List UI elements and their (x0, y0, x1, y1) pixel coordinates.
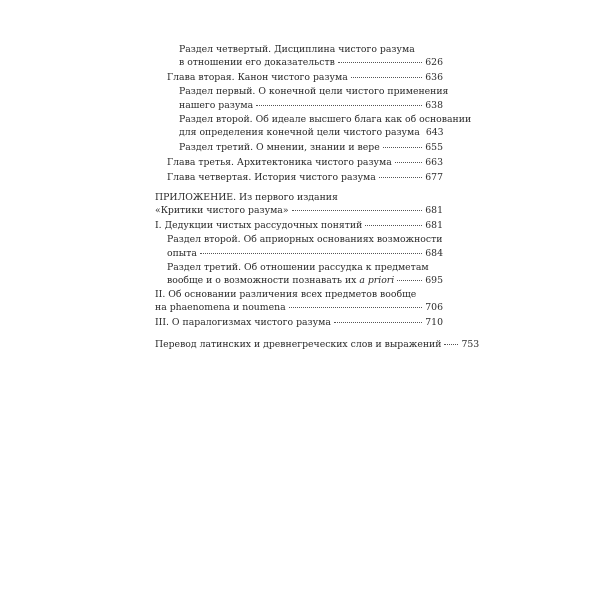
toc-entry-text: вообще и о возможности познавать их a priori (167, 275, 395, 286)
toc-entry-text: ПРИЛОЖЕНИЕ. Из первого издания (155, 192, 338, 204)
toc-entry-text: Раздел второй. Об идеале высшего блага как об основании (179, 113, 472, 125)
leader-dots (379, 169, 422, 178)
toc-entry-text: Раздел второй. Об априорных основаниях возможности (167, 234, 443, 246)
toc-entry (155, 113, 472, 140)
toc-entry-text: Глава третья. Архитектоника чистого разума (167, 156, 392, 168)
toc-entry (155, 171, 443, 184)
page-number: 753 (461, 338, 480, 350)
leader-dots (200, 245, 422, 254)
toc-entry-text: Перевод латинских и древнегреческих слов и выражений (155, 338, 442, 350)
leader-dots (256, 97, 422, 106)
page-number: 643 (425, 126, 444, 138)
page-number: 695 (425, 275, 443, 286)
toc-entry-text: III. О паралогизмах чистого разума (155, 317, 331, 329)
toc-entry-text: нашего разума (179, 99, 254, 111)
leader-dots (395, 154, 422, 163)
toc-entry (155, 86, 449, 112)
toc-entry (155, 289, 443, 315)
toc-entry-text: на phaenomena и noumena (155, 302, 286, 314)
toc-entry-text: для определения конечной цели чистого разума (179, 126, 420, 138)
toc-entry (155, 316, 443, 329)
toc-entry-text: Раздел четвертый. Дисциплина чистого разума (179, 44, 415, 55)
toc-entry-text: Раздел третий. Об отношении рассудка к предметам (167, 261, 429, 273)
toc-entry (155, 44, 443, 70)
toc-entry-text: «Критики чистого разума» (155, 205, 289, 217)
toc-entry (155, 234, 443, 260)
toc-entry (155, 141, 443, 154)
page-number: 663 (425, 156, 443, 168)
page-number: 681 (425, 205, 443, 217)
toc-entry-text: II. Об основании различения всех предметов вообще (155, 288, 417, 300)
toc-entry (155, 262, 443, 288)
leader-dots (334, 314, 422, 323)
page-number: 638 (425, 99, 443, 111)
toc-entry-text: Глава вторая. Канон чистого разума (167, 72, 348, 84)
toc-entry-text: Раздел третий. О мнении, знании и вере (179, 141, 380, 153)
leader-dots (351, 69, 422, 78)
leader-dots (397, 272, 422, 281)
table-of-contents (155, 44, 480, 351)
toc-entry (155, 156, 443, 169)
page-number: 684 (425, 247, 443, 259)
page-number: 706 (425, 302, 443, 314)
leader-dots (365, 217, 422, 226)
page-number: 677 (425, 171, 443, 183)
page-number: 710 (425, 317, 443, 329)
leader-dots (383, 139, 423, 148)
toc-entry-text: I. Дедукции чистых рассудочных понятий (155, 220, 363, 232)
toc-entry-text: Раздел первый. О конечной цели чистого применения (179, 86, 449, 98)
page-number: 626 (425, 57, 443, 69)
leader-dots (444, 336, 458, 345)
page-number: 636 (425, 72, 443, 84)
toc-entry (155, 71, 443, 84)
page-number: 681 (425, 220, 443, 232)
toc-entry (155, 192, 443, 218)
toc-entry (155, 338, 480, 351)
leader-dots (292, 202, 423, 211)
toc-entry-text: опыта (167, 247, 197, 259)
page-number: 655 (425, 141, 443, 153)
toc-entry (155, 219, 443, 232)
toc-entry-text: в отношении его доказательств (179, 57, 335, 69)
leader-dots (338, 54, 422, 63)
toc-entry-text: Глава четвертая. История чистого разума (167, 171, 376, 183)
leader-dots (289, 299, 423, 308)
